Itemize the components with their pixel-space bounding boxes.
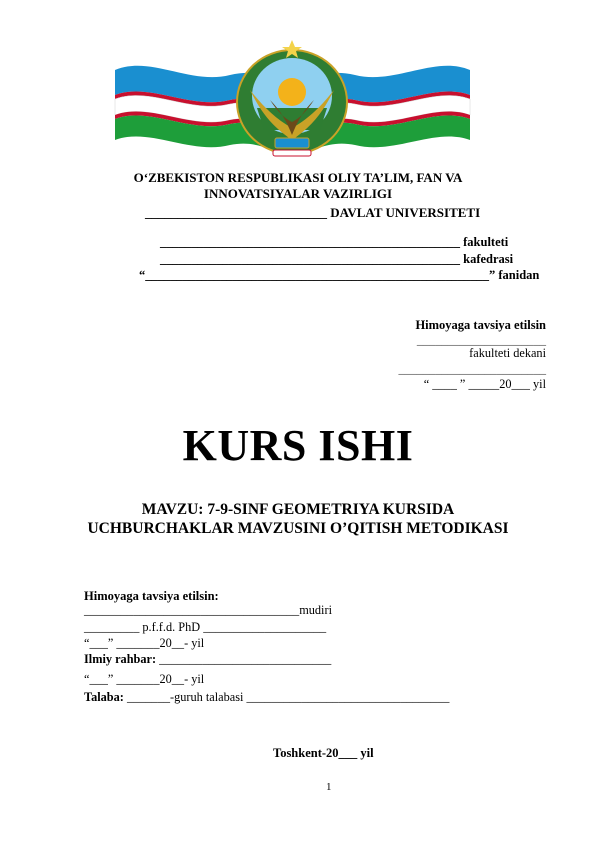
date-line-1: “___” _______20__- yil [84, 636, 205, 650]
topic-line-2: UCHBURCHAKLAR MAVZUSINI O’QITISH METODIKASI [87, 520, 509, 537]
department-line: ________________________________________________ kafedrasi [160, 252, 514, 266]
defense-recommendation-label: Himoyaga tavsiya etilsin: [84, 589, 219, 603]
supervisor-line [84, 652, 331, 667]
supervisor-signature-line: ____________________________ [156, 652, 332, 666]
topic-line-1: MAVZU: 7-9-SINF GEOMETRIYA KURSIDA [141, 501, 455, 518]
approval-right-line-2: ________________________ [398, 362, 546, 376]
ministry-line-2: INNOVATSIYALAR VAZIRLIGI [203, 186, 393, 201]
coat-of-arms-flag-image [110, 30, 475, 165]
phd-signature-line: _________ p.f.f.d. PhD ____________________ [84, 620, 327, 634]
faculty-line: ________________________________________________ fakulteti [160, 235, 509, 249]
date-line-2: “___” _______20__- yil [84, 672, 205, 686]
approval-right-signature-line: _____________________ [416, 333, 546, 347]
student-line [84, 690, 449, 705]
approval-right-title: Himoyaga tavsiya etilsin [415, 318, 546, 332]
state-emblem [237, 40, 347, 156]
approval-right-dean: fakulteti dekani [469, 346, 546, 360]
main-title: KURS ISHI [182, 421, 414, 470]
university-line: ____________________________ DAVLAT UNIVERSITETI [145, 205, 481, 220]
student-label: Talaba: [84, 690, 124, 704]
city-year: Toshkent-20___ yil [273, 746, 374, 760]
approval-right-date: “ ____ ” _____20___ yil [423, 377, 546, 391]
page-number: 1 [326, 781, 332, 793]
head-signature-line: ___________________________________mudiri [84, 603, 332, 617]
supervisor-label: Ilmiy rahbar: [84, 652, 157, 666]
student-group-line: _______-guruh talabasi _________________________________ [123, 690, 450, 704]
subject-line: “_______________________________________________________” fanidan [139, 268, 540, 282]
ministry-line-1: O‘ZBEKISTON RESPUBLIKASI OLIY TA’LIM, FAN VA [133, 170, 463, 185]
